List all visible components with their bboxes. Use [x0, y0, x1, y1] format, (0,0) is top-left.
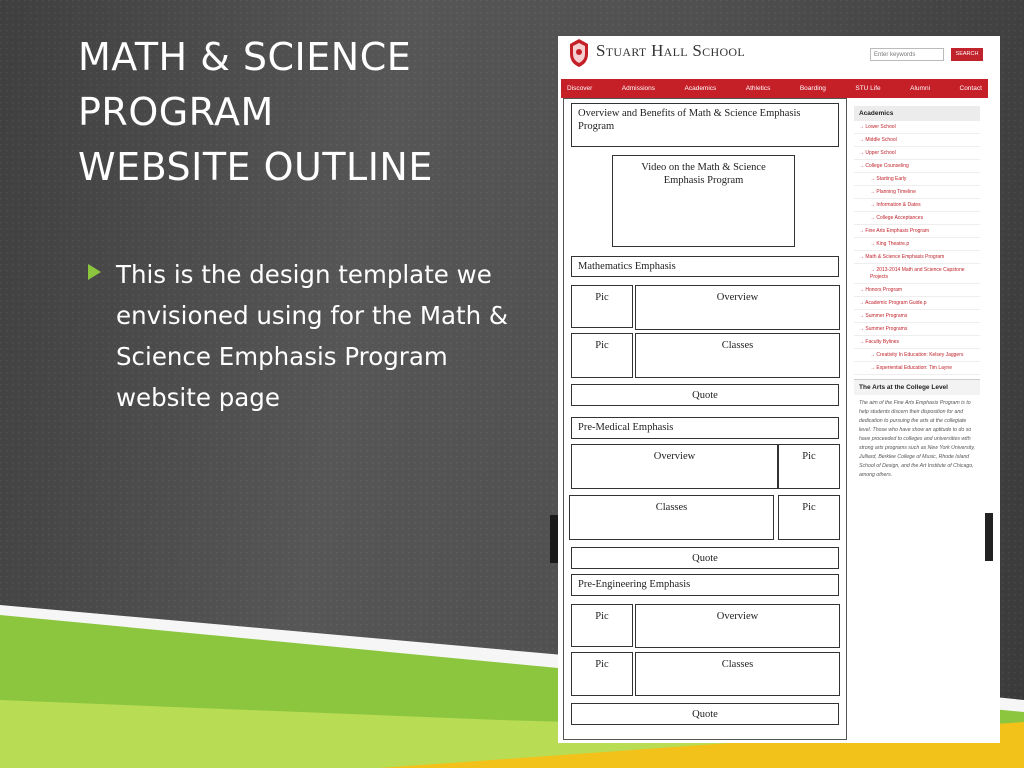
- math-overview-box: Overview: [635, 285, 840, 330]
- sidebar-link[interactable]: → Middle School: [854, 134, 980, 147]
- school-seal-icon: [568, 38, 590, 68]
- premed-emphasis-heading: Pre-Medical Emphasis: [571, 417, 839, 439]
- preeng-quote-box: Quote: [571, 703, 839, 725]
- nav-discover[interactable]: Discover: [567, 85, 593, 92]
- search-button[interactable]: SEARCH: [951, 48, 983, 61]
- sidebar-link[interactable]: → King Theatre.p: [854, 238, 980, 251]
- sidebar-list: [854, 121, 980, 375]
- math-quote-box: Quote: [571, 384, 839, 406]
- preeng-emphasis-heading: Pre-Engineering Emphasis: [571, 574, 839, 596]
- sidebar-link[interactable]: → Experiential Education: Tim Layne: [854, 362, 980, 375]
- preeng-pic-1: Pic: [571, 604, 633, 647]
- nav-boarding[interactable]: Boarding: [799, 85, 826, 92]
- math-emphasis-heading: Mathematics Emphasis: [571, 256, 839, 277]
- sidebar-link[interactable]: → Fine Arts Emphasis Program: [854, 225, 980, 238]
- sidebar-link[interactable]: → College Acceptances: [854, 212, 980, 225]
- arts-body: The aim of the Fine Arts Emphasis Program is to help students discern their disposition for and dedication to pursuing the arts at the collegiate level. Those who have show an aptitude to do so have proceeded to colleges and universities with strong arts programs such as New York University, Julliard, Berklee College of Music, Rhode Island School of Design, and the Art Institute of Chicago, among others.: [859, 400, 975, 478]
- arts-heading: The Arts at the College Level: [854, 379, 980, 395]
- sidebar-link[interactable]: → Summer Programs: [854, 323, 980, 336]
- sidebar-link[interactable]: → College Counseling: [854, 160, 980, 173]
- nav-contact[interactable]: Contact: [959, 85, 982, 92]
- sidebar-link[interactable]: → Upper School: [854, 147, 980, 160]
- slide-title: [78, 30, 528, 195]
- search-input[interactable]: Enter keywords: [870, 48, 944, 61]
- page-outline: [563, 98, 847, 740]
- preeng-overview-box: Overview: [635, 604, 840, 648]
- sidebar-link[interactable]: → Lower School: [854, 121, 980, 134]
- math-pic-2: Pic: [571, 333, 633, 378]
- nav-academics[interactable]: Academics: [684, 85, 717, 92]
- sidebar-link[interactable]: → Starting Early: [854, 173, 980, 186]
- sidebar-link[interactable]: → Honors Program: [854, 284, 980, 297]
- video-box: Video on the Math & Science Emphasis Program: [612, 155, 795, 247]
- preeng-pic-2: Pic: [571, 652, 633, 696]
- sidebar-link[interactable]: → Faculty Bylines: [854, 336, 980, 349]
- site-header: [558, 36, 1000, 78]
- sidebar-link[interactable]: → Academic Program Guide.p: [854, 297, 980, 310]
- title-line-1: MATH & SCIENCE: [78, 35, 412, 79]
- overview-benefits-box: Overview and Benefits of Math & Science Emphasis Program: [571, 103, 839, 147]
- nav-stu-life[interactable]: STU Life: [855, 85, 881, 92]
- scrollbar[interactable]: [985, 513, 993, 561]
- premed-overview-box: Overview: [571, 444, 778, 489]
- bullet-item: [88, 254, 543, 418]
- nav-alumni[interactable]: Alumni: [910, 85, 931, 92]
- bullet-text: This is the design template we envisioned using for the Math & Science Emphasis Program website page: [116, 260, 509, 412]
- sidebar-link[interactable]: → 2013-2014 Math and Science Capstone Projects: [854, 264, 980, 284]
- premed-classes-box: Classes: [569, 495, 774, 540]
- math-classes-box: Classes: [635, 333, 840, 378]
- sidebar-link[interactable]: → Creativity In Education: Kelsey Jaggers: [854, 349, 980, 362]
- nav-athletics[interactable]: Athletics: [745, 85, 771, 92]
- academics-sidebar: [854, 106, 980, 576]
- nav-admissions[interactable]: Admissions: [621, 85, 656, 92]
- sidebar-heading: Academics: [854, 106, 980, 121]
- website-screenshot: [558, 36, 1000, 743]
- math-pic-1: Pic: [571, 285, 633, 328]
- premed-quote-box: Quote: [571, 547, 839, 569]
- premed-pic-2: Pic: [778, 495, 840, 540]
- bullet-arrow-icon: [88, 264, 101, 280]
- title-line-3: WEBSITE OUTLINE: [78, 145, 433, 189]
- title-line-2: PROGRAM: [78, 90, 274, 134]
- premed-pic-1: Pic: [778, 444, 840, 489]
- sidebar-link[interactable]: → Information & Dates: [854, 199, 980, 212]
- sidebar-link[interactable]: → Math & Science Emphasis Program: [854, 251, 980, 264]
- site-nav: [561, 79, 988, 98]
- sidebar-link[interactable]: → Planning Timeline: [854, 186, 980, 199]
- sidebar-link[interactable]: → Summer Programs: [854, 310, 980, 323]
- site-name[interactable]: Stuart Hall School: [596, 41, 746, 60]
- preeng-classes-box: Classes: [635, 652, 840, 696]
